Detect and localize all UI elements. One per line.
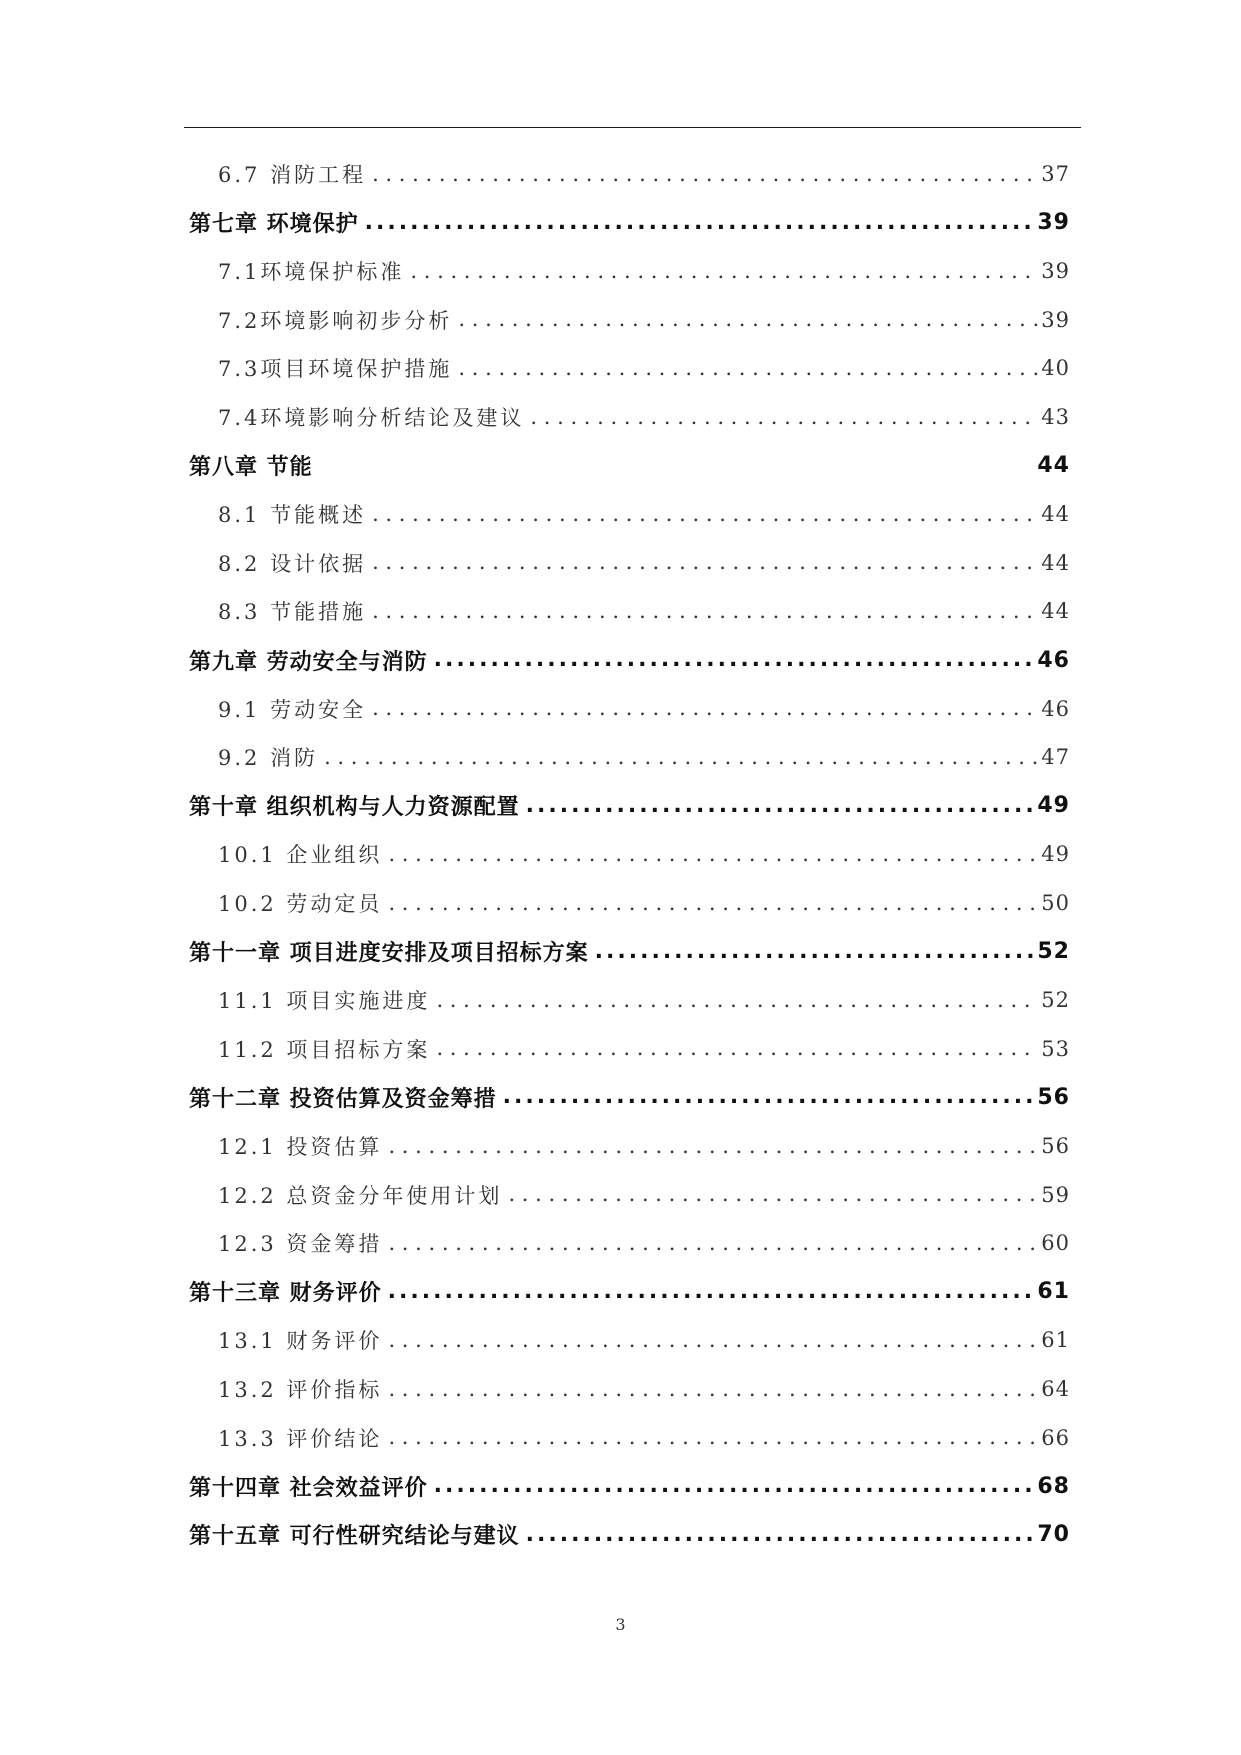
toc-entry-label: 第十章 组织机构与人力资源配置 bbox=[189, 795, 520, 821]
toc-section-entry[interactable] bbox=[218, 348, 1070, 388]
toc-dot-leader bbox=[503, 1086, 1036, 1108]
toc-section-entry[interactable] bbox=[218, 543, 1070, 583]
toc-entry-label: 8.3 节能措施 bbox=[218, 600, 367, 625]
toc-dot-leader bbox=[372, 601, 1039, 622]
toc-chapter-entry[interactable] bbox=[189, 446, 1070, 486]
toc-dot-leader bbox=[388, 1379, 1039, 1400]
toc-section-entry[interactable] bbox=[218, 1369, 1070, 1409]
toc-entry-page-number: 49 bbox=[1037, 793, 1070, 819]
toc-section-entry[interactable] bbox=[218, 1418, 1070, 1458]
toc-dot-leader bbox=[434, 649, 1036, 671]
toc-entry-page-number: 52 bbox=[1041, 988, 1070, 1013]
toc-entry-page-number: 44 bbox=[1041, 550, 1070, 575]
toc-entry-page-number: 44 bbox=[1041, 502, 1070, 527]
toc-section-entry[interactable] bbox=[218, 689, 1070, 729]
toc-entry-label: 第十一章 项目进度安排及项目招标方案 bbox=[189, 941, 589, 967]
toc-entry-label: 第十二章 投资估算及资金筹措 bbox=[189, 1086, 497, 1112]
toc-section-entry[interactable] bbox=[218, 1320, 1070, 1360]
toc-entry-label: 第十五章 可行性研究结论与建议 bbox=[189, 1524, 520, 1550]
toc-section-entry[interactable] bbox=[218, 834, 1070, 874]
toc-entry-page-number: 56 bbox=[1037, 1084, 1070, 1110]
toc-dot-leader bbox=[436, 1038, 1039, 1059]
toc-entry-label: 13.3 评价结论 bbox=[218, 1426, 383, 1451]
toc-dot-leader bbox=[388, 1330, 1039, 1351]
toc-entry-label: 9.2 消防 bbox=[218, 746, 319, 771]
toc-entry-page-number: 53 bbox=[1041, 1036, 1070, 1061]
toc-chapter-entry[interactable] bbox=[189, 640, 1070, 680]
toc-section-entry[interactable] bbox=[218, 1029, 1070, 1069]
toc-dot-leader bbox=[436, 990, 1039, 1011]
toc-entry-page-number: 50 bbox=[1041, 891, 1070, 915]
toc-dot-leader bbox=[508, 1184, 1039, 1205]
toc-dot-leader bbox=[388, 1281, 1036, 1303]
toc-entry-page-number: 37 bbox=[1041, 162, 1070, 186]
toc-entry-page-number: 61 bbox=[1037, 1279, 1070, 1305]
toc-dot-leader bbox=[458, 358, 1039, 379]
toc-entry-label: 12.2 总资金分年使用计划 bbox=[218, 1183, 503, 1208]
toc-dot-leader bbox=[388, 1136, 1039, 1157]
toc-section-entry[interactable] bbox=[218, 980, 1070, 1020]
toc-dot-leader bbox=[388, 844, 1039, 865]
toc-dot-leader bbox=[388, 893, 1039, 914]
page-number: 3 bbox=[615, 1615, 626, 1634]
toc-entry-label: 12.1 投资估算 bbox=[218, 1135, 383, 1159]
toc-entry-label: 12.3 资金筹措 bbox=[218, 1232, 383, 1257]
toc-chapter-entry[interactable] bbox=[189, 1515, 1070, 1555]
toc-dot-leader bbox=[372, 552, 1039, 573]
toc-entry-page-number: 40 bbox=[1041, 356, 1070, 381]
toc-entry-page-number: 66 bbox=[1041, 1425, 1070, 1450]
toc-entry-page-number: 68 bbox=[1037, 1473, 1070, 1499]
toc-entry-page-number: 61 bbox=[1041, 1328, 1070, 1353]
toc-entry-label: 9.1 劳动安全 bbox=[218, 697, 367, 722]
toc-dot-leader bbox=[388, 1233, 1039, 1254]
toc-dot-leader bbox=[324, 747, 1039, 768]
toc-entry-page-number: 39 bbox=[1041, 259, 1070, 284]
toc-section-entry[interactable] bbox=[218, 591, 1070, 631]
toc-entry-label: 7.3项目环境保护措施 bbox=[218, 357, 453, 382]
toc-entry-page-number: 60 bbox=[1041, 1231, 1070, 1256]
toc-chapter-entry[interactable] bbox=[189, 203, 1070, 243]
toc-entry-label: 第十四章 社会效益评价 bbox=[189, 1475, 428, 1501]
toc-section-entry[interactable] bbox=[218, 1223, 1070, 1263]
toc-entry-page-number: 52 bbox=[1037, 939, 1070, 965]
toc-entry-label: 第九章 劳动安全与消防 bbox=[189, 649, 428, 675]
toc-section-entry[interactable] bbox=[218, 737, 1070, 777]
toc-entry-page-number: 47 bbox=[1041, 745, 1070, 770]
toc-entry-page-number: 46 bbox=[1041, 696, 1070, 721]
toc-chapter-entry[interactable] bbox=[189, 1466, 1070, 1506]
toc-entry-label: 13.1 财务评价 bbox=[218, 1329, 383, 1354]
toc-entry-page-number: 43 bbox=[1041, 405, 1070, 429]
toc-dot-leader bbox=[526, 1524, 1036, 1546]
toc-entry-label: 11.1 项目实施进度 bbox=[218, 989, 431, 1014]
toc-dot-leader bbox=[372, 164, 1039, 185]
toc-entry-page-number: 39 bbox=[1037, 210, 1070, 236]
toc-entry-label: 第八章 节能 bbox=[189, 455, 313, 481]
toc-dot-leader bbox=[595, 941, 1036, 963]
toc-dot-leader bbox=[410, 261, 1039, 282]
toc-entry-page-number: 59 bbox=[1041, 1182, 1070, 1207]
toc-chapter-entry[interactable] bbox=[189, 1077, 1070, 1117]
toc-entry-label: 7.4环境影响分析结论及建议 bbox=[218, 406, 525, 430]
toc-entry-page-number: 46 bbox=[1037, 647, 1070, 673]
toc-entry-label: 11.2 项目招标方案 bbox=[218, 1037, 431, 1062]
toc-entry-label: 6.7 消防工程 bbox=[218, 163, 367, 187]
toc-entry-label: 10.2 劳动定员 bbox=[218, 892, 383, 916]
toc-entry-label: 10.1 企业组织 bbox=[218, 843, 383, 868]
toc-entry-page-number: 39 bbox=[1041, 307, 1070, 332]
toc-entry-page-number: 49 bbox=[1041, 842, 1070, 867]
toc-entry-label: 第十三章 财务评价 bbox=[189, 1281, 382, 1307]
toc-dot-leader bbox=[388, 1427, 1039, 1448]
toc-section-entry[interactable] bbox=[218, 1126, 1070, 1166]
toc-entry-page-number: 44 bbox=[1037, 453, 1070, 479]
toc-dot-leader bbox=[530, 407, 1039, 428]
toc-section-entry[interactable] bbox=[218, 494, 1070, 534]
toc-entry-page-number: 64 bbox=[1041, 1377, 1070, 1401]
toc-dot-leader bbox=[372, 698, 1039, 719]
toc-dot-leader bbox=[372, 504, 1039, 525]
toc-entry-label: 8.2 设计依据 bbox=[218, 551, 367, 576]
toc-dot-leader bbox=[365, 212, 1036, 234]
toc-section-entry[interactable] bbox=[218, 251, 1070, 291]
toc-entry-label: 第七章 环境保护 bbox=[189, 212, 359, 238]
toc-section-entry[interactable] bbox=[218, 397, 1070, 437]
toc-entry-label: 7.1环境保护标准 bbox=[218, 260, 405, 285]
toc-section-entry[interactable] bbox=[218, 154, 1070, 194]
toc-section-entry[interactable] bbox=[218, 883, 1070, 923]
toc-chapter-entry[interactable] bbox=[189, 1272, 1070, 1312]
toc-entry-page-number: 70 bbox=[1037, 1522, 1070, 1548]
toc-entry-label: 8.1 节能概述 bbox=[218, 503, 367, 528]
toc-dot-leader bbox=[434, 1475, 1036, 1497]
toc-entry-label: 13.2 评价指标 bbox=[218, 1378, 383, 1402]
toc-dot-leader bbox=[526, 795, 1036, 817]
toc-chapter-entry[interactable] bbox=[189, 932, 1070, 972]
toc-chapter-entry[interactable] bbox=[189, 786, 1070, 826]
toc-entry-page-number: 44 bbox=[1041, 599, 1070, 624]
toc-section-entry[interactable] bbox=[218, 300, 1070, 340]
toc-dot-leader bbox=[458, 309, 1039, 330]
toc-section-entry[interactable] bbox=[218, 1175, 1070, 1215]
toc-entry-page-number: 56 bbox=[1041, 1134, 1070, 1158]
toc-entry-label: 7.2环境影响初步分析 bbox=[218, 308, 453, 333]
